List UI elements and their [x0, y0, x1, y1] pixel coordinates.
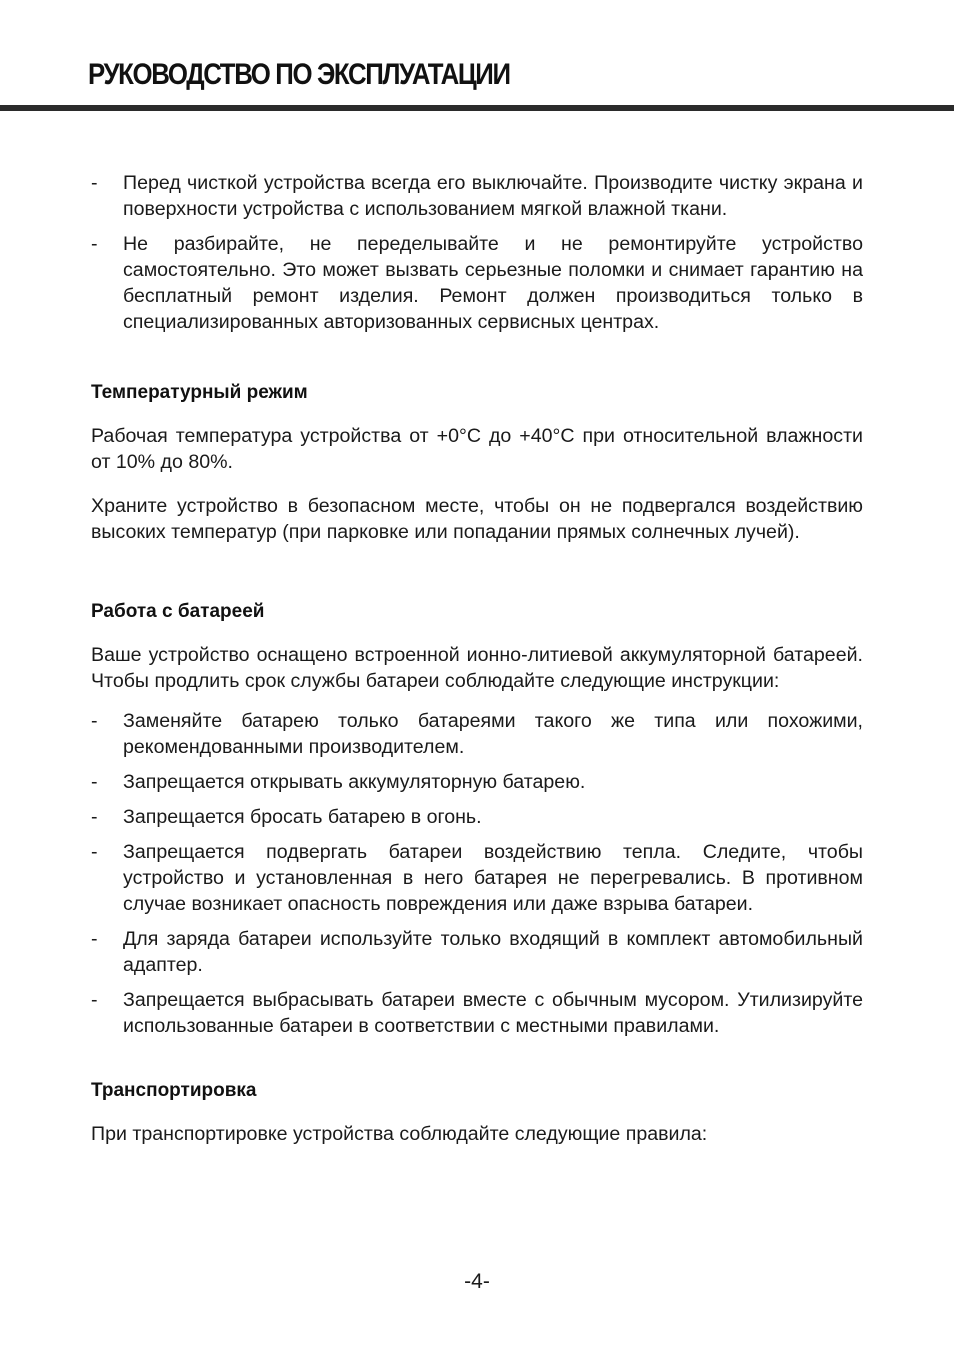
header-divider — [0, 105, 954, 111]
bullet-dash: - — [91, 989, 98, 1011]
intro-bullet-list — [91, 170, 863, 335]
list-item — [91, 987, 863, 1039]
page-number: -4- — [464, 1270, 490, 1293]
paragraph: Ваше устройство оснащено встроенной ионно-литиевой аккумуляторной батареей. Чтобы продлить срок службы батареи соблюдайте следующие инструкции: — [91, 644, 863, 692]
bullet-dash: - — [91, 928, 98, 950]
list-item — [91, 231, 863, 335]
list-item — [91, 804, 863, 830]
list-item — [91, 170, 863, 222]
bullet-dash: - — [91, 172, 98, 194]
section-heading-transport: Транспортировка — [91, 1080, 257, 1101]
battery-bullet-list — [91, 708, 863, 1039]
section-heading-battery: Работа с батареей — [91, 601, 265, 622]
list-item — [91, 708, 863, 760]
list-item-text: Не разбирайте, не переделывайте и не ремонтируйте устройство самостоятельно. Это может вызвать серьезные поломки и снимает гарантию на бесплатный ремонт изделия. Ремонт должен производиться только в специализированных авторизованных сервисных центрах. — [123, 233, 863, 333]
list-item-text: Запрещается подвергать батареи воздействию тепла. Следите, чтобы устройство и установленная в него батарея не перегревались. В противном случае возникает опасность повреждения или даже взрыва батареи. — [123, 841, 863, 915]
bullet-dash: - — [91, 841, 98, 863]
list-item — [91, 839, 863, 917]
list-item — [91, 926, 863, 978]
document-body — [91, 170, 863, 1147]
bullet-dash: - — [91, 710, 98, 732]
paragraph: Храните устройство в безопасном месте, чтобы он не подвергался воздействию высоких температур (при парковке или попадании прямых солнечных лучей). — [91, 495, 863, 543]
page-title: РУКОВОДСТВО ПО ЭКСПЛУАТАЦИИ — [88, 58, 510, 91]
list-item-text: Запрещается выбрасывать батареи вместе с обычным мусором. Утилизируйте использованные батареи в соответствии с местными правилами. — [123, 989, 863, 1037]
paragraph: Рабочая температура устройства от +0°С до +40°С при относительной влажности от 10% до 80%. — [91, 425, 863, 473]
bullet-dash: - — [91, 806, 98, 828]
list-item-text: Запрещается бросать батарею в огонь. — [123, 806, 482, 828]
list-item-text: Для заряда батареи используйте только входящий в комплект автомобильный адаптер. — [123, 928, 863, 976]
bullet-dash: - — [91, 233, 98, 255]
paragraph: При транспортировке устройства соблюдайте следующие правила: — [91, 1123, 708, 1145]
list-item — [91, 769, 863, 795]
list-item-text: Перед чисткой устройства всегда его выключайте. Производите чистку экрана и поверхности устройства с использованием мягкой влажной ткани. — [123, 172, 863, 220]
list-item-text: Заменяйте батарею только батареями такого же типа или похожими, рекомендованными производителем. — [123, 710, 863, 758]
list-item-text: Запрещается открывать аккумуляторную батарею. — [123, 771, 586, 793]
section-heading-temperature: Температурный режим — [91, 382, 308, 403]
bullet-dash: - — [91, 771, 98, 793]
